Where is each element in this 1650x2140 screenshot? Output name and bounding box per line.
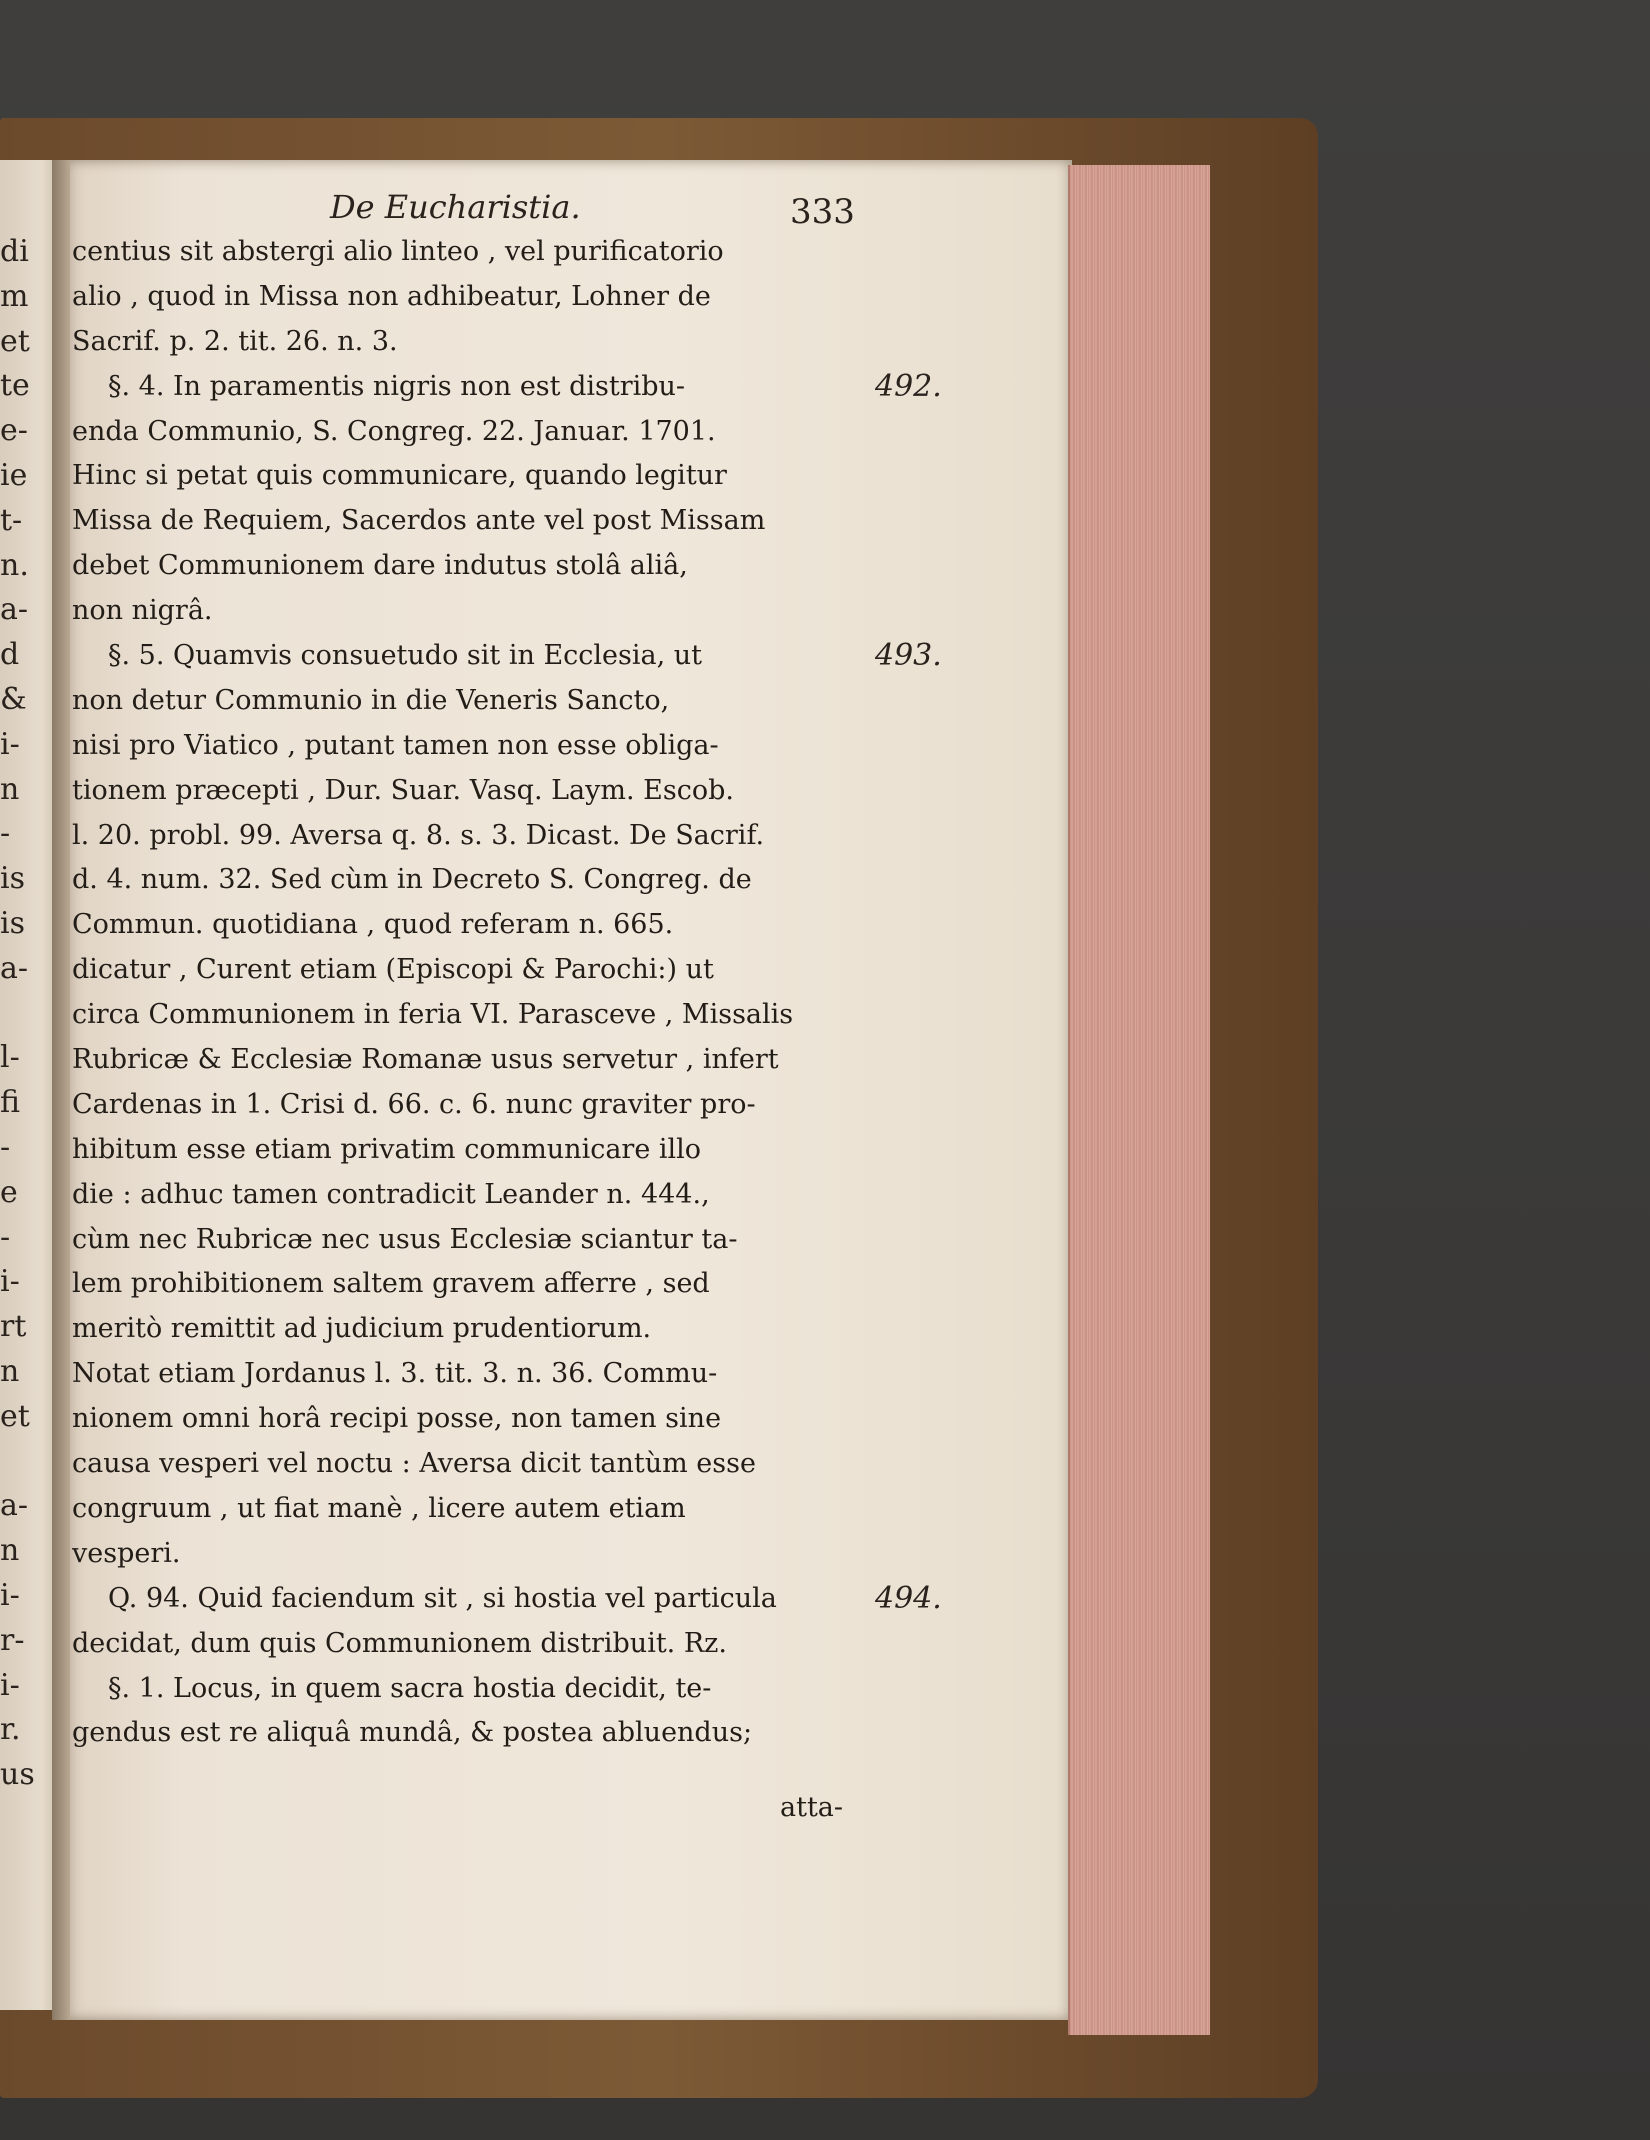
margin-fragment: e: [0, 1174, 18, 1210]
margin-fragment: d: [0, 637, 20, 673]
catchword: atta-: [780, 1792, 844, 1823]
left-page-margin-fragments: [0, 230, 58, 1798]
margin-fragment: a-: [0, 1488, 29, 1524]
margin-fragment: a-: [0, 592, 29, 628]
marginal-number: 494.: [875, 1581, 942, 1616]
text-line: Q. 94. Quid faciendum sit , si hostia vel particula: [108, 1582, 777, 1614]
text-line: l. 20. probl. 99. Aversa q. 8. s. 3. Dicast. De Sacrif.: [72, 819, 765, 851]
text-line: non detur Communio in die Veneris Sancto,: [72, 684, 670, 716]
margin-fragment: fi: [0, 1085, 21, 1121]
text-line: nisi pro Viatico , putant tamen non esse obliga-: [72, 729, 719, 761]
margin-fragment: [0, 1440, 58, 1485]
text-line: Rubricæ & Ecclesiæ Romanæ usus servetur , infert: [72, 1044, 779, 1076]
text-line: Commun. quotidiana , quod referam n. 665.: [72, 909, 674, 941]
running-head: De Eucharistia.: [330, 188, 581, 226]
text-line: hibitum esse etiam privatim communicare illo: [72, 1133, 702, 1165]
page-number: 333: [790, 192, 855, 232]
text-line: cùm nec Rubricæ nec usus Ecclesiæ sciantur ta-: [72, 1223, 738, 1255]
text-line: lem prohibitionem saltem gravem afferre , sed: [72, 1268, 710, 1300]
margin-fragment: is: [0, 861, 25, 897]
text-line: meritò remittit ad judicium prudentiorum.: [72, 1313, 652, 1345]
margin-fragment: di: [0, 234, 29, 269]
margin-fragment: t-: [0, 502, 23, 538]
text-line: Missa de Requiem, Sacerdos ante vel post Missam: [72, 505, 766, 537]
page-fore-edge: [1068, 165, 1210, 2035]
text-line: decidat, dum quis Communionem distribuit. Rz.: [72, 1627, 727, 1659]
text-line: Cardenas in 1. Crisi d. 66. c. 6. nunc graviter pro-: [72, 1088, 756, 1120]
text-line: nionem omni horâ recipi posse, non tamen sine: [72, 1403, 722, 1435]
margin-fragment: n.: [0, 547, 29, 583]
margin-fragment: n: [0, 771, 20, 807]
margin-fragment: n: [0, 1353, 20, 1389]
text-line: Sacrif. p. 2. tit. 26. n. 3.: [72, 325, 398, 357]
margin-fragment: r.: [0, 1712, 21, 1748]
margin-fragment: a-: [0, 950, 29, 986]
marginal-number: 492.: [875, 368, 942, 404]
margin-fragment: ie: [0, 457, 28, 493]
text-line: gendus est re aliquâ mundâ, & postea abluendus;: [72, 1717, 753, 1749]
margin-fragment: us: [0, 1757, 35, 1793]
text-line: §. 4. In paramentis nigris non est distribu-: [108, 370, 686, 402]
text-line: §. 5. Quamvis consuetudo sit in Ecclesia, ut: [108, 640, 702, 672]
text-line: tionem præcepti , Dur. Suar. Vasq. Laym. Escob.: [72, 774, 734, 806]
margin-fragment: rt: [0, 1309, 27, 1345]
margin-fragment: r-: [0, 1622, 25, 1658]
margin-fragment: -: [0, 1219, 11, 1255]
margin-fragment: -: [0, 816, 11, 852]
text-line: die : adhuc tamen contradicit Leander n. 444.,: [72, 1178, 710, 1210]
book-gutter: [52, 160, 70, 2020]
margin-fragment: et: [0, 1398, 30, 1434]
text-line: vesperi.: [72, 1537, 181, 1569]
margin-fragment: is: [0, 905, 25, 941]
page-body-text: [72, 230, 872, 1756]
margin-fragment: -: [0, 1129, 11, 1165]
margin-fragment: i-: [0, 1577, 20, 1613]
margin-fragment: l-: [0, 1040, 20, 1076]
text-line: centius sit abstergi alio linteo , vel purificatorio: [72, 236, 724, 267]
text-line: Notat etiam Jordanus l. 3. tit. 3. n. 36. Commu-: [72, 1358, 718, 1390]
margin-fragment: n: [0, 1533, 20, 1569]
text-line: alio , quod in Missa non adhibeatur, Lohner de: [72, 280, 711, 312]
text-line: §. 1. Locus, in quem sacra hostia decidit, te-: [108, 1672, 712, 1704]
text-line: dicatur , Curent etiam (Episcopi & Parochi:) ut: [72, 954, 714, 986]
margin-fragment: m: [0, 278, 29, 314]
margin-fragment: e-: [0, 413, 28, 449]
margin-fragment: te: [0, 368, 30, 404]
margin-fragment: &: [0, 681, 27, 717]
margin-fragment: [0, 992, 58, 1037]
text-line: d. 4. num. 32. Sed cùm in Decreto S. Congreg. de: [72, 864, 752, 896]
text-line: Hinc si petat quis communicare, quando legitur: [72, 460, 727, 492]
text-line: circa Communionem in feria VI. Parasceve , Missalis: [72, 999, 794, 1031]
marginal-number: 493.: [875, 638, 942, 674]
text-line: non nigrâ.: [72, 595, 213, 627]
text-line: debet Communionem dare indutus stolâ aliâ,: [72, 550, 688, 582]
text-line: enda Communio, S. Congreg. 22. Januar. 1701.: [72, 415, 716, 447]
text-line: causa vesperi vel noctu : Aversa dicit tantùm esse: [72, 1448, 756, 1480]
text-line: congruum , ut fiat manè , licere autem etiam: [72, 1492, 686, 1524]
margin-fragment: i-: [0, 726, 20, 762]
margin-fragment: i-: [0, 1667, 20, 1703]
margin-fragment: i-: [0, 1264, 20, 1300]
margin-fragment: et: [0, 323, 30, 359]
